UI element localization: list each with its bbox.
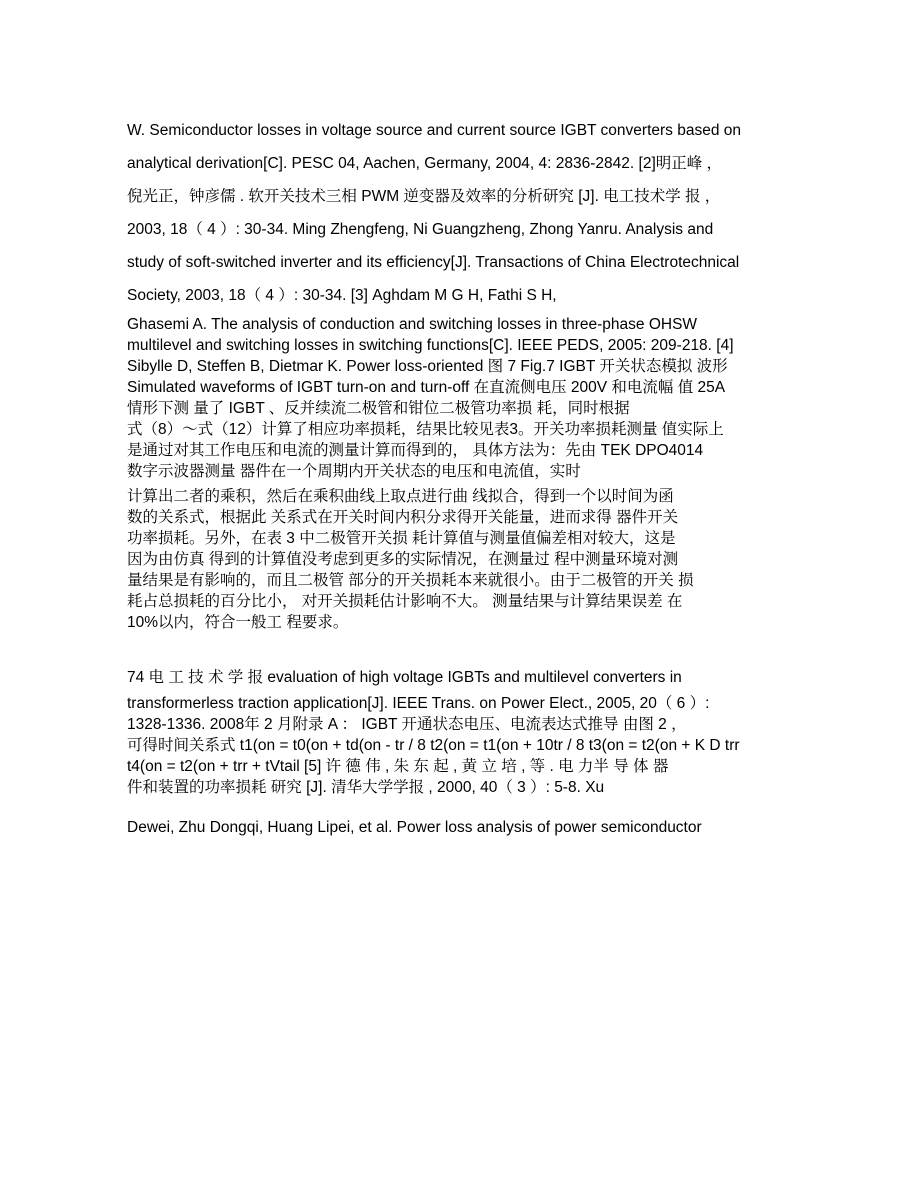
text-line: Ghasemi A. The analysis of conduction and switching losses in three-phase OHSW xyxy=(127,316,698,333)
text-line: 式（8）～式（12）计算了相应功率损耗，结果比较见表3。开关功率损耗测量 值实际上 xyxy=(127,421,724,438)
text-line: study of soft-switched inverter and its efficiency[J]. Transactions of China Electrotechnical xyxy=(127,254,740,271)
text-line: 倪光正，钟彦儒 . 软开关技术三相 PWM 逆变器及效率的分析研究 [J]. 电工技术学 报 ， xyxy=(127,188,721,205)
text-line: 74 电 工 技 术 学 报 evaluation of high voltage IGBTs and multilevel converters in xyxy=(127,669,682,686)
text-line: 功率损耗。另外，在表 3 中二极管开关损 耗计算值与测量值偏差相对较大，这是 xyxy=(127,530,676,547)
text-line: Dewei, Zhu Dongqi, Huang Lipei, et al. Power loss analysis of power semiconductor xyxy=(127,819,702,836)
text-line: analytical derivation[C]. PESC 04, Aachen, Germany, 2004, 4: 2836-2842. [2]明正峰 ， xyxy=(127,155,723,172)
text-line: Society, 2003, 18（ 4 ）: 30-34. [3] Aghdam M G H, Fathi S H, xyxy=(127,287,557,304)
text-line: multilevel and switching losses in switching functions[C]. IEEE PEDS, 2005: 209-218. [4] xyxy=(127,337,734,354)
text-line: t4(on = t2(on + trr + tVtail [5] 许 德 伟 , 朱 东 起 , 黄 立 培 , 等 . 电 力半 导 体 器 xyxy=(127,758,669,775)
text-line: transformerless traction application[J]. IEEE Trans. on Power Elect., 2005, 20（ 6 ）: xyxy=(127,695,710,712)
text-line: 1328-1336. 2008年 2 月附录 A ： IGBT 开通状态电压、电流表达式推导 由图 2 ， xyxy=(127,716,687,733)
text-line: W. Semiconductor losses in voltage source and current source IGBT converters based on xyxy=(127,122,741,139)
text-line: 因为由仿真 得到的计算值没考虑到更多的实际情况，在测量过 程中测量环境对测 xyxy=(127,551,679,568)
text-line: Simulated waveforms of IGBT turn-on and turn-off 在直流侧电压 200V 和电流幅 值 25A xyxy=(127,379,726,396)
text-line: 计算出二者的乘积，然后在乘积曲线上取点进行曲 线拟合，得到一个以时间为函 xyxy=(127,488,674,505)
text-line: 可得时间关系式 t1(on = t0(on + td(on - tr / 8 t2(on = t1(on + 10tr / 8 t3(on = t2(on + K D trr xyxy=(127,737,740,754)
text-line: 2003, 18（ 4 ）: 30-34. Ming Zhengfeng, Ni Guangzheng, Zhong Yanru. Analysis and xyxy=(127,221,714,238)
text-line: 量结果是有影响的，而且二极管 部分的开关损耗本来就很小。由于二极管的开关 损 xyxy=(127,572,694,589)
text-line: 情形下测 量了 IGBT 、反并续流二极管和钳位二极管功率损 耗，同时根据 xyxy=(127,400,630,417)
text-line: 是通过对其工作电压和电流的测量计算而得到的， 具体方法为：先由 TEK DPO4014 xyxy=(127,442,704,459)
text-line: Sibylle D, Steffen B, Dietmar K. Power loss-oriented 图 7 Fig.7 IGBT 开关状态模拟 波形 xyxy=(127,358,728,375)
text-line: 数的关系式，根据此 关系式在开关时间内积分求得开关能量，进而求得 器件开关 xyxy=(127,509,679,526)
text-line: 件和装置的功率损耗 研究 [J]. 清华大学学报 , 2000, 40（ 3 ）: 5-8. Xu xyxy=(127,779,605,796)
text-line: 耗占总损耗的百分比小， 对开关损耗估计影响不大。 测量结果与计算结果误差 在 xyxy=(127,593,683,610)
text-line: 数字示波器测量 器件在一个周期内开关状态的电压和电流值，实时 xyxy=(127,463,581,480)
text-line: 10%以内，符合一般工 程要求。 xyxy=(127,614,349,631)
